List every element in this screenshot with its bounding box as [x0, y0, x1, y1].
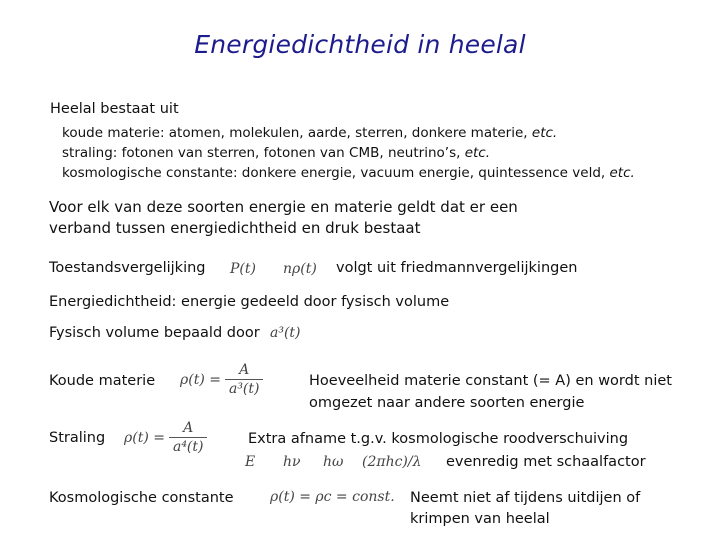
cold-matter-label: Koude materie — [49, 373, 156, 389]
radiation-formula-hw: hω — [323, 454, 344, 470]
state-equation-note: volgt uit friedmannvergelijkingen — [336, 260, 578, 276]
component-text: kosmologische constante: donkere energie, vacuum energie, quintessence veld, — [62, 165, 610, 181]
volume-label: Fysisch volume bepaald door — [49, 325, 260, 341]
component-radiation — [62, 145, 490, 161]
component-cosmological-constant — [62, 165, 635, 181]
formula-fraction — [169, 420, 208, 455]
etc-text: etc. — [609, 165, 635, 181]
radiation-formula-e: E — [245, 454, 256, 470]
cosmological-constant-desc-2: krimpen van heelal — [410, 511, 550, 527]
paragraph-line-2: verband tussen energiedichtheid en druk bestaat — [49, 219, 421, 237]
radiation-formula-hnu: hν — [283, 454, 301, 470]
cosmological-constant-label: Kosmologische constante — [49, 490, 234, 506]
cold-matter-formula — [180, 362, 263, 397]
etc-text: etc. — [531, 125, 558, 141]
volume-formula: a³(t) — [270, 325, 301, 341]
state-equation-lhs: P(t) — [230, 261, 256, 277]
energy-density-definition: Energiedichtheid: energie gedeeld door fysisch volume — [49, 294, 450, 310]
fraction-numerator: A — [183, 420, 194, 436]
page-title: Energiedichtheid in heelal — [194, 30, 526, 59]
component-text: koude materie: atomen, molekulen, aarde, sterren, donkere materie, — [62, 125, 532, 141]
cold-matter-desc-1: Hoeveelheid materie constant (= A) en wordt niet — [309, 373, 672, 389]
paragraph-line-1: Voor elk van deze soorten energie en materie geldt dat er een — [49, 198, 518, 216]
etc-text: etc. — [464, 145, 490, 161]
radiation-desc-2: evenredig met schaalfactor — [446, 454, 646, 470]
state-equation-rhs: nρ(t) — [283, 261, 317, 277]
formula-lhs: ρ(t) = — [124, 429, 165, 446]
component-text: straling: fotonen van sterren, fotonen van CMB, neutrino’s, — [62, 145, 465, 161]
state-equation-label: Toestandsvergelijking — [49, 260, 206, 276]
radiation-desc-1: Extra afname t.g.v. kosmologische roodverschuiving — [248, 431, 629, 447]
formula-lhs: ρ(t) = — [180, 371, 221, 388]
formula-fraction — [225, 362, 264, 397]
cosmological-constant-formula: ρ(t) = ρc = const. — [270, 489, 395, 505]
component-cold-matter — [62, 125, 557, 141]
fraction-numerator: A — [239, 362, 250, 378]
radiation-label: Straling — [49, 430, 106, 446]
fraction-denominator: a³(t) — [225, 379, 264, 397]
cosmological-constant-desc-1: Neemt niet af tijdens uitdijen of — [410, 490, 641, 506]
radiation-formula — [124, 420, 207, 455]
fraction-denominator: a⁴(t) — [169, 437, 208, 455]
intro-text: Heelal bestaat uit — [50, 101, 179, 117]
radiation-formula-last: (2πhc)/λ — [362, 454, 422, 470]
cold-matter-desc-2: omgezet naar andere soorten energie — [309, 395, 585, 411]
